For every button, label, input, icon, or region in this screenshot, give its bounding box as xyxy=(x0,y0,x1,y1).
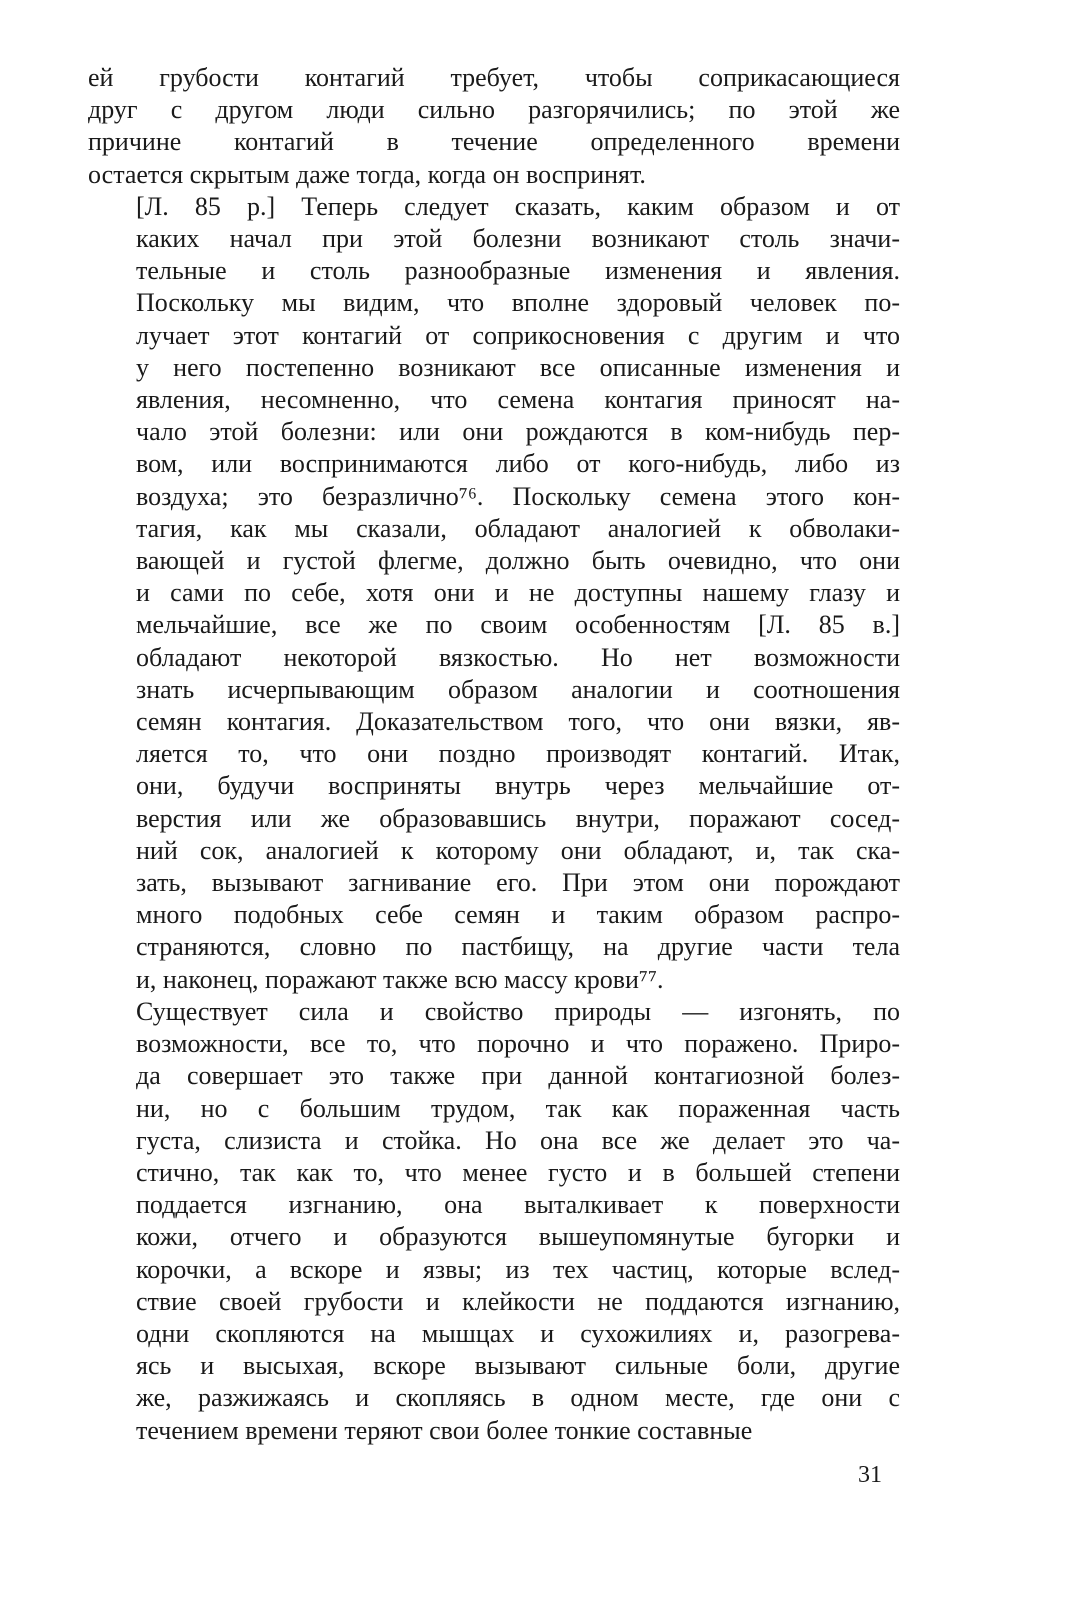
text-line: же, разжижаясь и скопляясь в одном месте, где они с xyxy=(136,1383,900,1413)
text-line: мельчайшие, все же по своим особенностям [Л. 85 в.] xyxy=(136,610,900,640)
text-line: зать, вызывают загнивание его. При этом они порождают xyxy=(136,868,900,898)
text-line: кожи, отчего и образуются вышеупомянутые бугорки и xyxy=(136,1222,900,1252)
text-line: Поскольку мы видим, что вполне здоровый человек по- xyxy=(136,288,900,318)
text-line: ясь и высыхая, вскоре вызывают сильные боли, другие xyxy=(136,1351,900,1381)
text-line: ляется то, что они поздно производят контагий. Итак, xyxy=(136,739,900,769)
text-line: ний сок, аналогией к которому они обладают, и, так ска- xyxy=(136,835,900,865)
text-line: верстия или же образовавшись внутри, поражают сосед- xyxy=(136,803,900,833)
text-line: у него постепенно возникают все описанные изменения и xyxy=(136,352,900,382)
text-line: вом, или воспринимаются либо от кого-нибудь, либо из xyxy=(136,449,900,479)
text-line: [Л. 85 р.] Теперь следует сказать, каким образом и от xyxy=(136,191,900,221)
paragraph xyxy=(88,191,900,996)
text-line: остается скрытым даже тогда, когда он воспринят. xyxy=(88,159,646,189)
text-line: да совершает это также при данной контагиозной болез- xyxy=(136,1061,900,1091)
text-line: тагия, как мы сказали, обладают аналогией к обволаки- xyxy=(136,513,900,543)
paragraph xyxy=(88,996,900,1447)
text-line: знать исчерпывающим образом аналогии и соотношения xyxy=(136,674,900,704)
text-line: лучает этот контагий от соприкосновения с другим и что xyxy=(136,320,900,350)
text-line: много подобных себе семян и таким образом распро- xyxy=(136,900,900,930)
text-line: поддается изгнанию, она выталкивает к поверхности xyxy=(136,1190,900,1220)
text-line: семян контагия. Доказательством того, что они вязки, яв- xyxy=(136,707,900,737)
text-line: корочки, а вскоре и язвы; из тех частиц, которые вслед- xyxy=(136,1254,900,1284)
text-line: ни, но с большим трудом, так как пораженная часть xyxy=(136,1093,900,1123)
text-line: течением времени теряют свои более тонкие составные xyxy=(136,1415,753,1445)
text-line: стично, так как то, что менее густо и в большей степени xyxy=(136,1157,900,1187)
text-line: густа, слизиста и стойка. Но она все же делает это ча- xyxy=(136,1125,900,1155)
body-text xyxy=(88,62,900,1447)
text-line: ей грубости контагий требует, чтобы соприкасающиеся xyxy=(88,63,900,92)
text-line: обладают некоторой вязкостью. Но нет возможности xyxy=(136,642,900,672)
text-line: ствие своей грубости и клейкости не поддаются изгнанию, xyxy=(136,1286,900,1316)
text-line: вающей и густой флегме, должно быть очевидно, что они xyxy=(136,546,900,576)
text-line: и, наконец, поражают также всю массу крови⁷⁷. xyxy=(136,964,664,994)
text-line: и сами по себе, хотя они и не доступны нашему глазу и xyxy=(136,578,900,608)
text-line: каких начал при этой болезни возникают столь значи- xyxy=(136,224,900,254)
text-line: одни скопляются на мышцах и сухожилиях и, разогрева- xyxy=(136,1318,900,1348)
page-number: 31 xyxy=(858,1462,882,1488)
text-line: тельные и столь разнообразные изменения и явления. xyxy=(136,256,900,286)
text-line: чало этой болезни: или они рождаются в ком-нибудь пер- xyxy=(136,417,900,447)
text-line: возможности, все то, что порочно и что поражено. Приро- xyxy=(136,1029,900,1059)
text-line: Существует сила и свойство природы — изгонять, по xyxy=(136,996,900,1026)
text-line: они, будучи восприняты внутрь через мельчайшие от- xyxy=(136,771,900,801)
paragraph xyxy=(88,62,900,191)
text-line: явления, несомненно, что семена контагия приносят на- xyxy=(136,385,900,415)
text-line: страняются, словно по пастбищу, на другие части тела xyxy=(136,932,900,962)
text-line: друг с другом люди сильно разгорячились; по этой же xyxy=(88,95,900,125)
text-line: воздуха; это безразлично⁷⁶. Поскольку семена этого кон- xyxy=(136,481,900,511)
text-line: причине контагий в течение определенного времени xyxy=(88,127,900,157)
